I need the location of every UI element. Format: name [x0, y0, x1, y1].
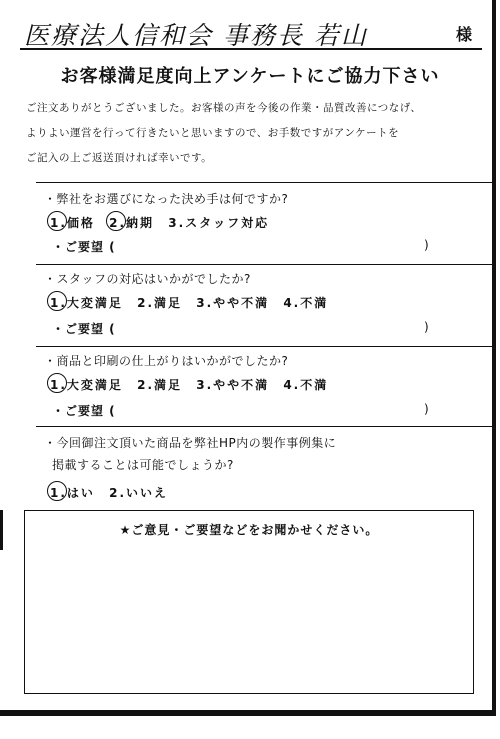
circle-mark [47, 373, 67, 393]
option-label: 4.不満 [283, 296, 329, 310]
section-divider [36, 346, 494, 347]
honorific: 様 [455, 25, 472, 44]
question-text: ・スタッフの対応はいかがでしたか? [44, 272, 251, 286]
page-border-right [492, 0, 496, 712]
request-close: ) [424, 320, 430, 334]
option-label: 3.やや不満 [196, 296, 270, 310]
section-divider [36, 182, 494, 183]
page-border-bottom [0, 710, 496, 716]
survey-title: お客様満足度向上アンケートにご協力下さい [60, 66, 440, 87]
option-price[interactable] [50, 214, 95, 231]
circle-mark [47, 211, 67, 231]
request-label: ・ご要望 ( [52, 322, 116, 336]
intro-line: ご注文ありがとうございました。お客様の声を今後の作業・品質改善につなげ、 [26, 102, 422, 114]
option-label: 1.大変満足 [50, 378, 123, 392]
question-text: ・商品と印刷の仕上がりはいかがでしたか? [44, 354, 289, 368]
option-list [50, 214, 277, 231]
circle-mark [106, 211, 126, 231]
option-label: 1.価格 [50, 216, 95, 230]
option-delivery[interactable] [109, 214, 154, 231]
option-label: 2.満足 [137, 378, 183, 392]
request-label: ・ご要望 ( [52, 240, 116, 254]
option-list [50, 294, 336, 311]
option-label: 2.いいえ [109, 486, 169, 500]
page-border-left [0, 510, 3, 550]
intro-line: ご記入の上ご返送頂ければ幸いです。 [26, 152, 213, 164]
request-close: ) [424, 238, 430, 252]
request-field[interactable] [52, 238, 430, 255]
option-no[interactable] [109, 484, 168, 501]
comment-box[interactable] [24, 510, 474, 694]
section-divider [36, 264, 494, 265]
option-label: 4.不満 [283, 378, 329, 392]
question-text: ・今回御注文頂いた商品を弊社HP内の製作事例集に [44, 436, 337, 450]
option-dissatisfied[interactable] [283, 294, 328, 311]
option-label: 3.スタッフ対応 [168, 216, 270, 230]
request-field[interactable] [52, 402, 430, 419]
handwritten-addressee: 医療法人信和会 事務長 若山 [24, 21, 368, 50]
option-dissatisfied[interactable] [283, 376, 328, 393]
question-1 [44, 190, 484, 260]
comment-box-heading: ★ご意見・ご要望などをお聞かせください。 [119, 523, 379, 537]
option-satisfied[interactable] [137, 376, 182, 393]
option-list [50, 484, 176, 501]
option-label: 2.納期 [109, 216, 155, 230]
circle-mark [47, 291, 67, 311]
question-text: ・弊社をお選びになった決め手は何ですか? [44, 192, 289, 206]
question-4 [44, 434, 484, 506]
option-yes[interactable] [50, 484, 95, 501]
section-divider [36, 426, 494, 427]
question-3 [44, 352, 484, 422]
option-label: 1.大変満足 [50, 296, 123, 310]
option-list [50, 376, 336, 393]
request-label: ・ご要望 ( [52, 404, 116, 418]
intro-text [26, 96, 488, 171]
circle-mark [47, 481, 67, 501]
option-staff[interactable] [168, 214, 269, 231]
intro-line: よりよい運営を行って行きたいと思いますので、お手数ですがアンケートを [26, 127, 400, 139]
option-satisfied[interactable] [137, 294, 182, 311]
question-text: 掲載することは可能でしょうか? [52, 458, 234, 472]
question-2 [44, 270, 484, 340]
request-field[interactable] [52, 320, 430, 337]
option-label: 2.満足 [137, 296, 183, 310]
option-somewhat-dissatisfied[interactable] [196, 376, 269, 393]
option-somewhat-dissatisfied[interactable] [196, 294, 269, 311]
option-very-satisfied[interactable] [50, 294, 123, 311]
option-label: 1.はい [50, 486, 95, 500]
option-very-satisfied[interactable] [50, 376, 123, 393]
addressee-line [20, 14, 482, 50]
option-label: 3.やや不満 [196, 378, 270, 392]
request-close: ) [424, 402, 430, 416]
